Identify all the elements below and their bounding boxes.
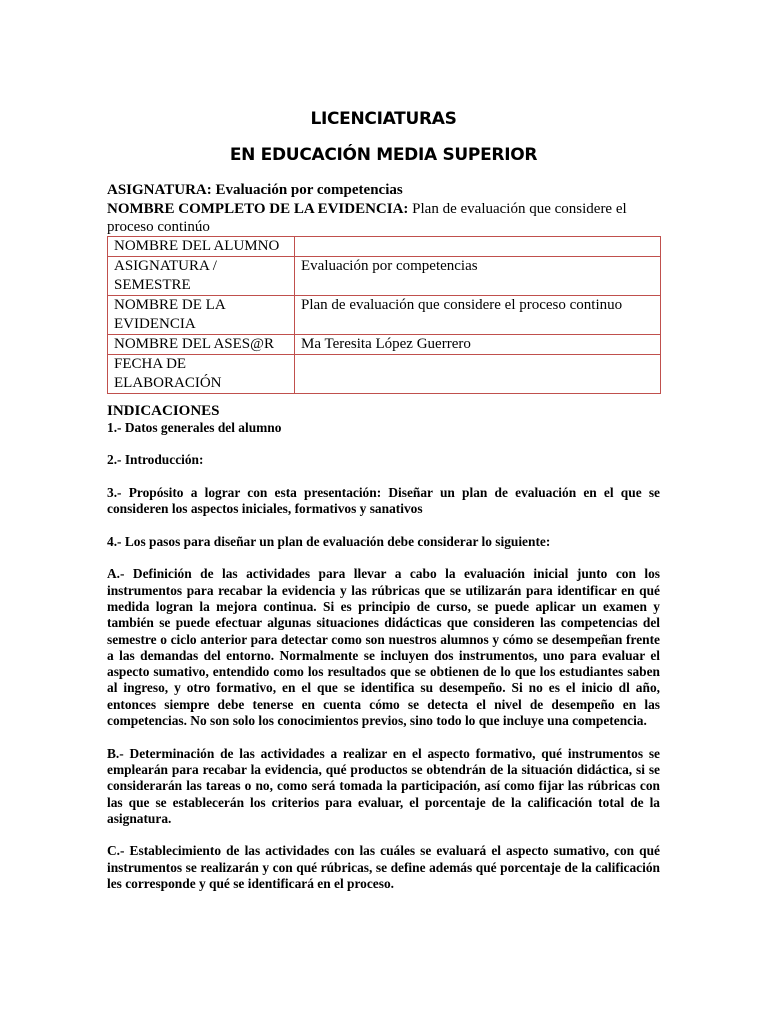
evidence-label: NOMBRE COMPLETO DE LA EVIDENCIA: (107, 201, 409, 217)
table-label-cell: FECHA DE ELABORACIÓN (108, 355, 295, 394)
instruction-item-4: 4.- Los pasos para diseñar un plan de evaluación debe considerar lo siguiente: (107, 533, 551, 549)
table-row (108, 257, 661, 296)
table-value-cell: Ma Teresita López Guerrero (295, 335, 661, 355)
instruction-item-2: 2.- Introducción: (107, 452, 204, 468)
table-value-cell (295, 355, 661, 394)
table-label-cell: ASIGNATURA / SEMESTRE (108, 257, 295, 296)
title-line-2: EN EDUCACIÓN MEDIA SUPERIOR (229, 145, 538, 165)
table-value-cell (295, 237, 661, 257)
table-value-cell: Plan de evaluación que considere el proceso continuo (295, 296, 661, 335)
instruction-item-c: C.- Establecimiento de las actividades con las cuáles se evaluará el aspecto sumativo, con qué instrumentos se realizarán y con qué rúbricas, se define además qué porcentaje de la calificación les corresponde y qué se identificará en el proceso. (107, 843, 660, 892)
instruction-item-1: 1.- Datos generales del alumno (107, 420, 282, 435)
table-row (108, 335, 661, 355)
table-row (108, 355, 661, 394)
subject-line: ASIGNATURA: Evaluación por competencias (107, 182, 403, 198)
table-label-cell: NOMBRE DEL ASES@R (108, 335, 295, 355)
instruction-item-3: 3.- Propósito a lograr con esta presentación: Diseñar un plan de evaluación en el que se consideren los aspectos iniciales, formativos y sanativos (107, 484, 660, 517)
evidence-value: Plan de evaluación que considere el proceso continúo (107, 201, 627, 235)
table-label-cell: NOMBRE DE LA EVIDENCIA (108, 296, 295, 335)
instruction-item-b: B.- Determinación de las actividades a realizar en el aspecto formativo, qué instrumentos se emplearán para recabar la evidencia, qué productos se obtendrán de la situación didáctica, si se considerarán las tareas o no, como será tomada la participación, así como fijar las rúbricas con las que se establecerán los criterios para evaluar, el porcentaje de la calificación total de la asignatura. (107, 745, 660, 826)
table-label-cell: NOMBRE DEL ALUMNO (108, 237, 295, 257)
table-value-cell: Evaluación por competencias (295, 257, 661, 296)
table-row (108, 296, 661, 335)
student-info-table (107, 236, 661, 394)
instructions-section (107, 403, 660, 909)
title-line-1: LICENCIATURAS (310, 109, 457, 129)
instruction-item-a: A.- Definición de las actividades para llevar a cabo la evaluación inicial junto con los instrumentos para recabar la evidencia y las rúbricas que se utilizarán para identificar en qué medida logran la mejora continua. Si es principio de curso, se puede aplicar un examen y también se puede efectuar algunas situaciones didácticas que consideren las competencias del semestre o ciclo anterior para detectar como son nuestros alumnos y cómo se desempeñan frente a las demandas del entorno. Normalmente se incluyen dos instrumentos, uno para evaluar el aspecto sumativo, entendido como los resultados que se obtienen de lo que los estudiantes saben al ingreso, y otro formativo, en el que se identifica su desempeño. Si no es el inicio dl año, entonces siempre debe tenerse en cuenta cómo se detecta el nivel de desempeño en las competencias. No son solo los conocimientos previos, sino todo lo que incluye una competencia. (107, 566, 660, 729)
instructions-heading: INDICACIONES (107, 403, 220, 419)
evidence-line (107, 200, 660, 236)
table-row (108, 237, 661, 257)
